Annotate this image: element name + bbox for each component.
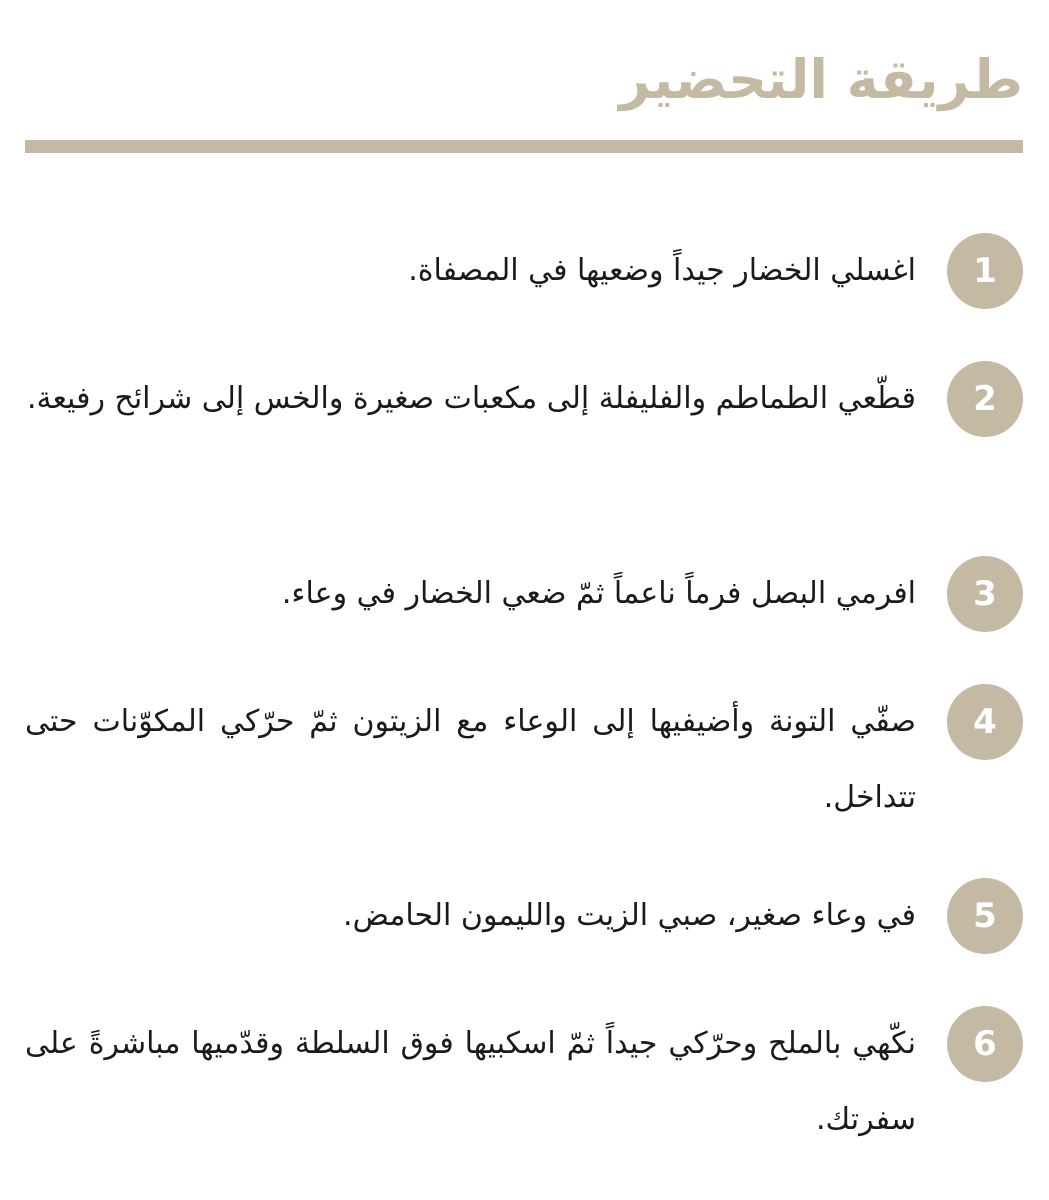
step-text: في وعاء صغير، صبي الزيت والليمون الحامض. (343, 898, 916, 933)
step-number-badge: 5 (947, 878, 1023, 954)
step-item (25, 361, 1023, 491)
step-item (25, 878, 1023, 1008)
step-number-badge: 1 (947, 233, 1023, 309)
step-item (25, 556, 1023, 686)
step-text: اغسلي الخضار جيداً وضعيها في المصفاة. (408, 253, 916, 288)
step-number-badge: 2 (947, 361, 1023, 437)
step-text: صفّي التونة وأضيفيها إلى الوعاء مع الزيتون ثمّ حرّكي المكوّنات حتى تتداخل. (25, 704, 916, 815)
step-item (25, 684, 1023, 814)
step-text: قطّعي الطماطم والفليفلة إلى مكعبات صغيرة والخس إلى شرائح رفيعة. (26, 381, 916, 416)
step-item (25, 233, 1023, 363)
step-number-badge: 3 (947, 556, 1023, 632)
step-number-badge: 4 (947, 684, 1023, 760)
step-text: نكّهي بالملح وحرّكي جيداً ثمّ اسكبيها فوق السلطة وقدّميها مباشرةً على سفرتك. (25, 1026, 916, 1137)
step-item (25, 1006, 1023, 1136)
title-divider (25, 140, 1023, 153)
page-title: طريقة التحضير (619, 48, 1023, 111)
step-text: افرمي البصل فرماً ناعماً ثمّ ضعي الخضار في وعاء. (281, 576, 916, 611)
step-number-badge: 6 (947, 1006, 1023, 1082)
